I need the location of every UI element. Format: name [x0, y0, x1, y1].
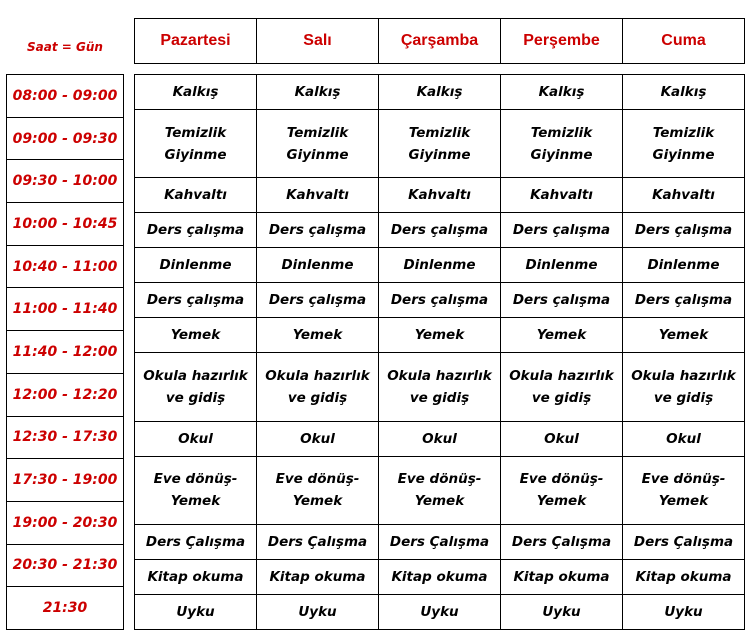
activity-cell-tuesday: Dinlenme — [257, 248, 379, 283]
schedule-row — [135, 318, 745, 353]
activity-cell-thursday: Okula hazırlık ve gidiş — [501, 353, 623, 421]
schedule-row — [135, 353, 745, 421]
time-row — [7, 117, 124, 160]
time-column-table — [6, 74, 124, 630]
time-row — [7, 544, 124, 587]
activity-cell-thursday: Dinlenme — [501, 248, 623, 283]
schedule-table — [134, 74, 745, 630]
activity-cell-monday: Ders çalışma — [135, 283, 257, 318]
time-slot: 08:00 - 09:00 — [7, 75, 124, 118]
time-row — [7, 245, 124, 288]
activity-cell-wednesday: Yemek — [379, 318, 501, 353]
activity-cell-thursday: Kalkış — [501, 75, 623, 110]
time-row — [7, 203, 124, 246]
activity-cell-wednesday: Eve dönüş- Yemek — [379, 456, 501, 524]
day-header-tuesday: Salı — [257, 19, 379, 64]
time-slot: 10:00 - 10:45 — [7, 203, 124, 246]
activity-cell-wednesday: Ders çalışma — [379, 283, 501, 318]
time-slot: 19:00 - 20:30 — [7, 501, 124, 544]
activity-cell-tuesday: Uyku — [257, 594, 379, 629]
day-header-monday: Pazartesi — [135, 19, 257, 64]
day-header-thursday: Perşembe — [501, 19, 623, 64]
activity-cell-wednesday: Kahvaltı — [379, 178, 501, 213]
activity-cell-friday: Ders Çalışma — [623, 525, 745, 560]
time-row — [7, 373, 124, 416]
time-slot: 11:40 - 12:00 — [7, 331, 124, 374]
activity-cell-thursday: Kahvaltı — [501, 178, 623, 213]
activity-cell-tuesday: Eve dönüş- Yemek — [257, 456, 379, 524]
activity-cell-friday: Okul — [623, 421, 745, 456]
activity-cell-tuesday: Ders Çalışma — [257, 525, 379, 560]
activity-cell-wednesday: Okul — [379, 421, 501, 456]
activity-cell-wednesday: Ders çalışma — [379, 213, 501, 248]
time-row — [7, 459, 124, 502]
activity-cell-wednesday: Dinlenme — [379, 248, 501, 283]
activity-cell-wednesday: Okula hazırlık ve gidiş — [379, 353, 501, 421]
activity-cell-tuesday: Kitap okuma — [257, 560, 379, 595]
activity-cell-thursday: Okul — [501, 421, 623, 456]
activity-cell-friday: Kalkış — [623, 75, 745, 110]
activity-cell-wednesday: Kalkış — [379, 75, 501, 110]
day-header-row — [135, 19, 745, 64]
activity-cell-thursday: Yemek — [501, 318, 623, 353]
time-slot: 11:00 - 11:40 — [7, 288, 124, 331]
day-header-friday: Cuma — [623, 19, 745, 64]
activity-cell-monday: Kahvaltı — [135, 178, 257, 213]
activity-cell-thursday: Ders çalışma — [501, 283, 623, 318]
activity-cell-monday: Ders Çalışma — [135, 525, 257, 560]
corner-label: Saat = Gün — [27, 40, 103, 54]
time-row — [7, 416, 124, 459]
activity-cell-wednesday: Kitap okuma — [379, 560, 501, 595]
schedule-row — [135, 456, 745, 524]
activity-cell-monday: Temizlik Giyinme — [135, 109, 257, 177]
activity-cell-monday: Uyku — [135, 594, 257, 629]
time-row — [7, 160, 124, 203]
schedule-row — [135, 75, 745, 110]
activity-cell-thursday: Temizlik Giyinme — [501, 109, 623, 177]
activity-cell-friday: Temizlik Giyinme — [623, 109, 745, 177]
time-row — [7, 587, 124, 630]
activity-cell-friday: Kahvaltı — [623, 178, 745, 213]
time-slot: 09:00 - 09:30 — [7, 117, 124, 160]
schedule-row — [135, 421, 745, 456]
activity-cell-tuesday: Ders çalışma — [257, 213, 379, 248]
time-slot: 20:30 - 21:30 — [7, 544, 124, 587]
schedule-row — [135, 560, 745, 595]
time-row — [7, 75, 124, 118]
activity-cell-monday: Okul — [135, 421, 257, 456]
activity-cell-friday: Yemek — [623, 318, 745, 353]
activity-cell-wednesday: Ders Çalışma — [379, 525, 501, 560]
activity-cell-thursday: Ders çalışma — [501, 213, 623, 248]
day-header-wednesday: Çarşamba — [379, 19, 501, 64]
activity-cell-tuesday: Yemek — [257, 318, 379, 353]
activity-cell-friday: Ders çalışma — [623, 283, 745, 318]
activity-cell-monday: Kitap okuma — [135, 560, 257, 595]
activity-cell-friday: Eve dönüş- Yemek — [623, 456, 745, 524]
activity-cell-monday: Eve dönüş- Yemek — [135, 456, 257, 524]
time-slot: 12:30 - 17:30 — [7, 416, 124, 459]
schedule-row — [135, 594, 745, 629]
activity-cell-friday: Okula hazırlık ve gidiş — [623, 353, 745, 421]
time-slot: 12:00 - 12:20 — [7, 373, 124, 416]
activity-cell-monday: Dinlenme — [135, 248, 257, 283]
activity-cell-tuesday: Okul — [257, 421, 379, 456]
schedule-row — [135, 178, 745, 213]
schedule-row — [135, 283, 745, 318]
activity-cell-wednesday: Uyku — [379, 594, 501, 629]
time-slot: 09:30 - 10:00 — [7, 160, 124, 203]
schedule-row — [135, 525, 745, 560]
activity-cell-monday: Okula hazırlık ve gidiş — [135, 353, 257, 421]
time-row — [7, 288, 124, 331]
time-row — [7, 331, 124, 374]
activity-cell-thursday: Eve dönüş- Yemek — [501, 456, 623, 524]
activity-cell-thursday: Uyku — [501, 594, 623, 629]
schedule-row — [135, 109, 745, 177]
day-header-table — [134, 18, 745, 64]
activity-cell-wednesday: Temizlik Giyinme — [379, 109, 501, 177]
activity-cell-tuesday: Okula hazırlık ve gidiş — [257, 353, 379, 421]
activity-cell-tuesday: Kalkış — [257, 75, 379, 110]
activity-cell-friday: Ders çalışma — [623, 213, 745, 248]
activity-cell-thursday: Kitap okuma — [501, 560, 623, 595]
time-slot: 10:40 - 11:00 — [7, 245, 124, 288]
time-slot: 21:30 — [7, 587, 124, 630]
activity-cell-monday: Yemek — [135, 318, 257, 353]
schedule-row — [135, 248, 745, 283]
activity-cell-monday: Ders çalışma — [135, 213, 257, 248]
activity-cell-friday: Kitap okuma — [623, 560, 745, 595]
activity-cell-tuesday: Ders çalışma — [257, 283, 379, 318]
activity-cell-monday: Kalkış — [135, 75, 257, 110]
time-slot: 17:30 - 19:00 — [7, 459, 124, 502]
activity-cell-tuesday: Temizlik Giyinme — [257, 109, 379, 177]
time-row — [7, 501, 124, 544]
schedule-row — [135, 213, 745, 248]
activity-cell-friday: Dinlenme — [623, 248, 745, 283]
activity-cell-tuesday: Kahvaltı — [257, 178, 379, 213]
activity-cell-friday: Uyku — [623, 594, 745, 629]
activity-cell-thursday: Ders Çalışma — [501, 525, 623, 560]
